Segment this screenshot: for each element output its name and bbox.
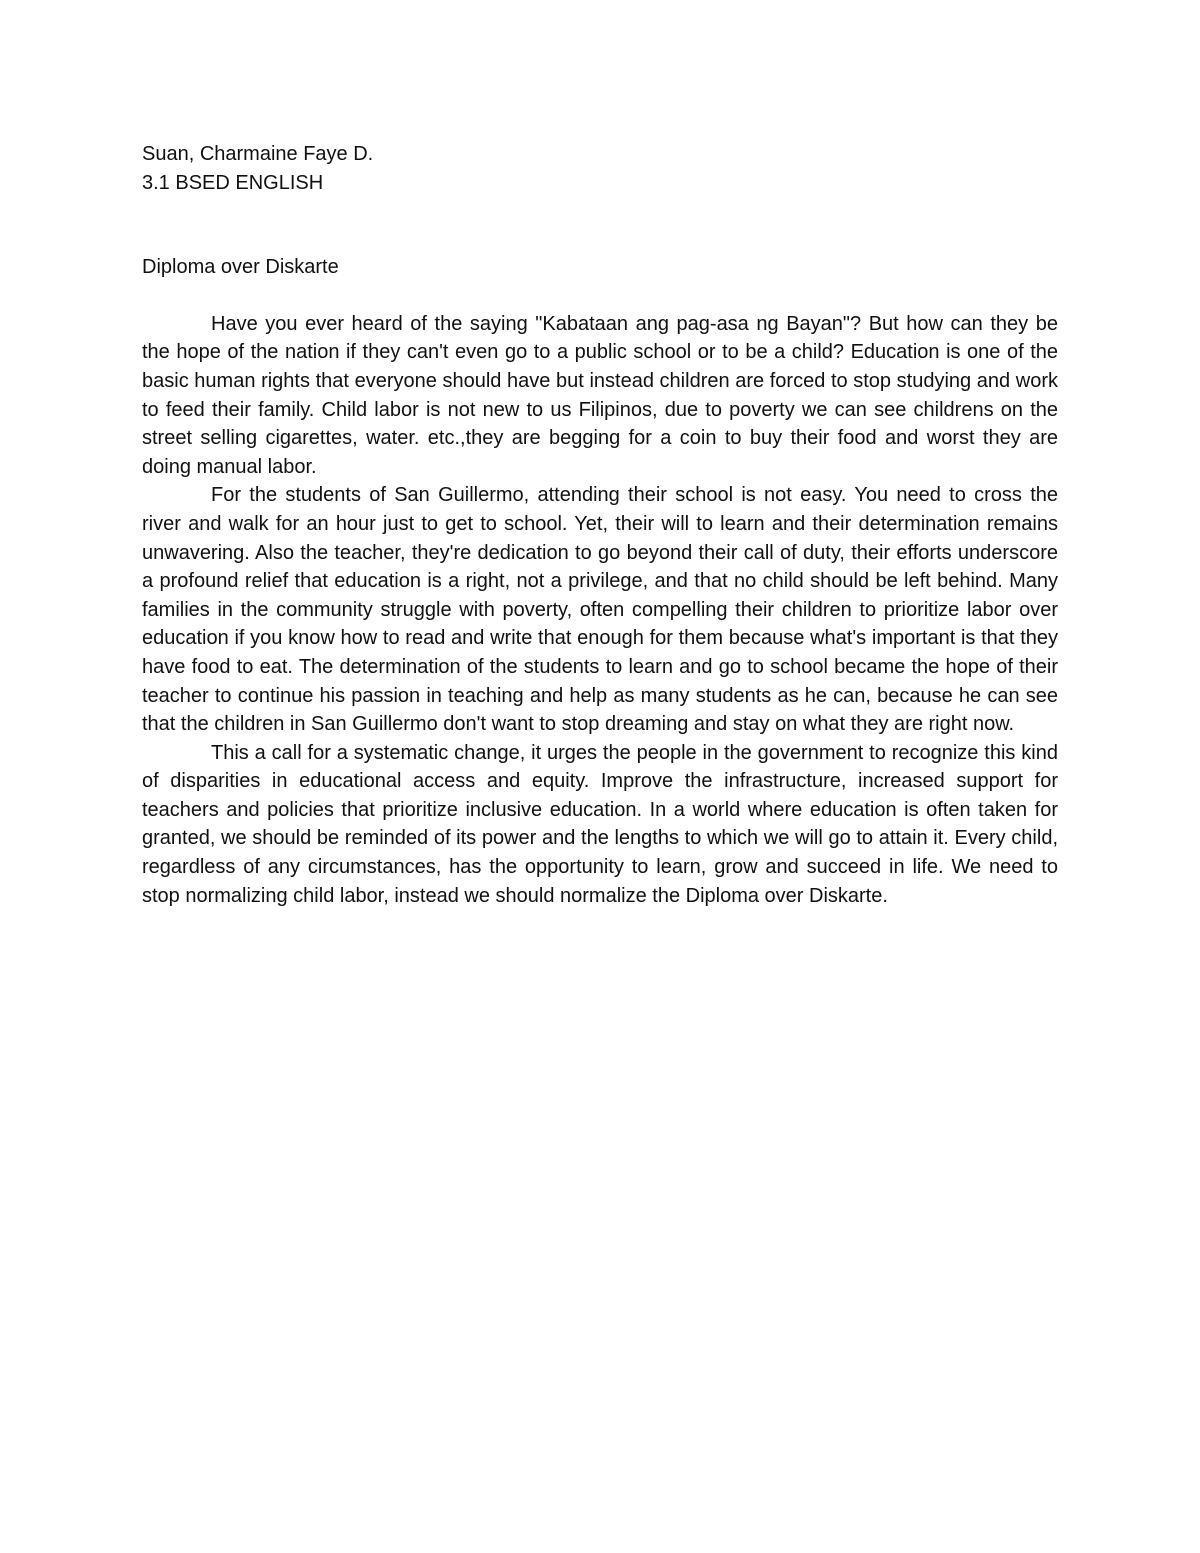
essay-body — [142, 140, 1058, 910]
author-name: Suan, Charmaine Faye D. — [142, 143, 374, 165]
paragraph-3: This a call for a systematic change, it urges the people in the government to recognize this kind of disparities in educational access and equity. Improve the infrastructure, increased support for teachers and policies that prioritize inclusive education. In a world where education is often taken for granted, we should be reminded of its power and the lengths to which we will go to attain it. Every child, regardless of any circumstances, has the opportunity to learn, grow and succeed in life. We need to stop normalizing child labor, instead we should normalize the Diploma over Diskarte. — [142, 741, 1058, 907]
essay-title: Diploma over Diskarte — [142, 256, 339, 279]
paragraph-2: For the students of San Guillermo, attending their school is not easy. You need to cross the river and walk for an hour just to get to school. Yet, their will to learn and their determination remains unwavering. Also the teacher, they're dedication to go beyond their call of duty, their efforts underscore a profound relief that education is a right, not a privilege, and that no child should be left behind. Many families in the community struggle with poverty, often compelling their children to prioritize labor over education if you know how to read and write that enough for them because what's important is that they have food to eat. The determination of the students to learn and go to school became the hope of their teacher to continue his passion in teaching and help as many students as he can, because he can see that the children in San Guillermo don't want to stop dreaming and stay on what they are right now. — [142, 484, 1058, 736]
course-section: 3.1 BSED ENGLISH — [142, 171, 324, 194]
paragraph-1: Have you ever heard of the saying "Kabataan ang pag-asa ng Bayan"? But how can they be the hope of the nation if they can't even go to a public school or to be a child? Education is one of the basic human rights that everyone should have but instead children are forced to stop studying and work to feed their family. Child labor is not new to us Filipinos, due to poverty we can see childrens on the street selling cigarettes, water. etc.,they are begging for a coin to buy their food and worst they are doing manual labor. — [142, 312, 1058, 478]
